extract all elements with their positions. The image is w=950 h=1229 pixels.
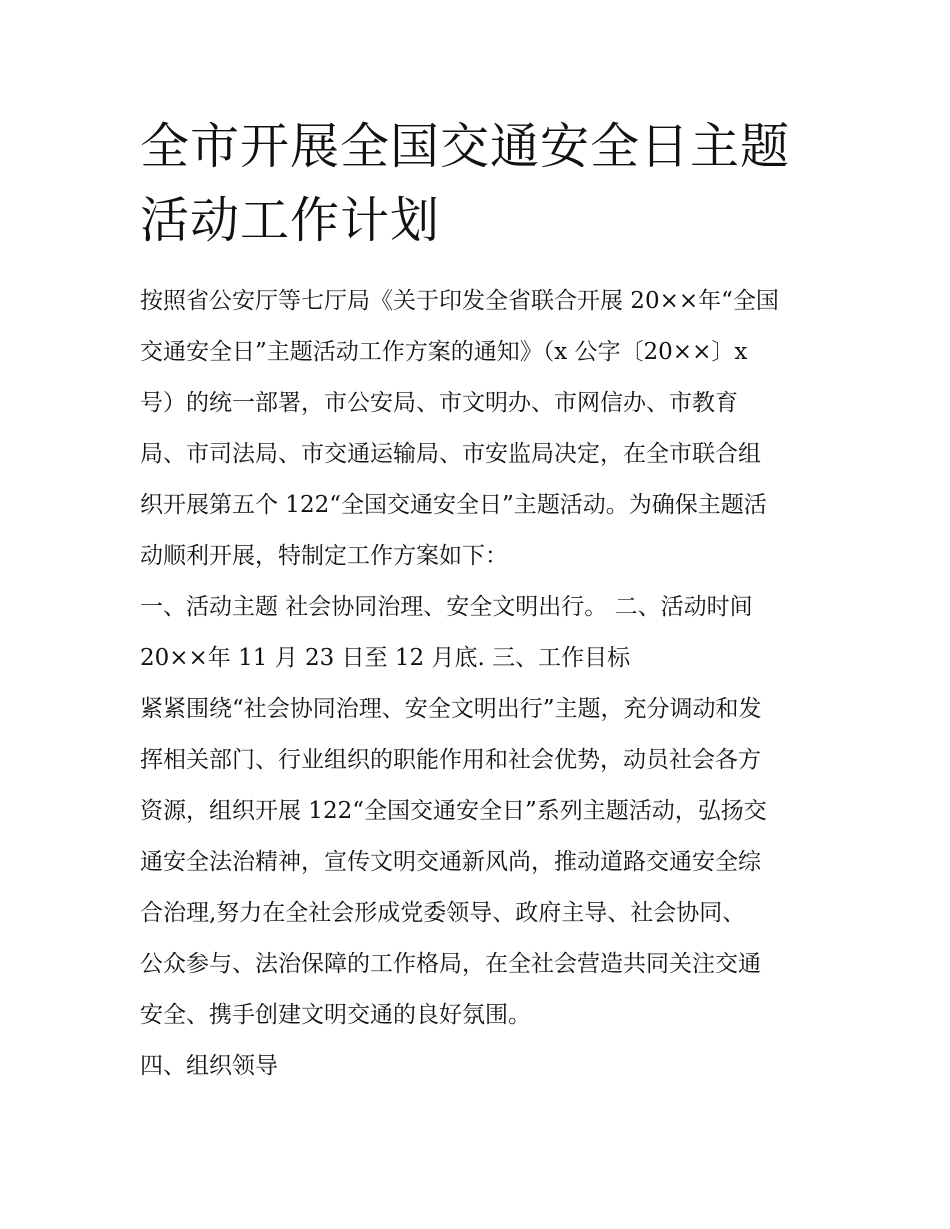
intro-line: 按照省公安厅等七厅局《关于印发全省联合开展 20××年“全国 [140,288,779,314]
goal-line: 挥相关部门、行业组织的职能作用和社会优势，动员社会各方 [140,747,761,773]
document-title [140,110,810,258]
title-line: 全市开展全国交通安全日主题 [140,118,791,175]
goal-line: 合治理,努力在全社会形成党委领导、政府主导、社会协同、 [140,900,746,926]
document-page [140,110,820,1092]
goal-line: 资源，组织开展 122“全国交通安全日”系列主题活动，弘扬交 [140,798,767,824]
section-headings-paragraph [140,582,815,684]
goal-line: 紧紧围绕“社会协同治理、安全文明出行”主题，充分调动和发 [140,696,762,722]
section-line: 一、活动主题 社会协同治理、安全文明出行。 二、活动时间 [140,594,753,620]
goal-paragraph [140,684,815,1041]
section-line: 20××年 11 月 23 日至 12 月底. 三、工作目标 [140,645,631,671]
intro-line: 交通安全日”主题活动工作方案的通知》（x 公字〔20××〕x [140,339,748,365]
section-four-heading: 四、组织领导 [140,1053,278,1079]
intro-line: 动顺利开展，特制定工作方案如下： [140,543,508,569]
section-four-heading-paragraph [140,1041,815,1092]
intro-paragraph [140,276,815,582]
goal-line: 通安全法治精神，宣传文明交通新风尚，推动道路交通安全综 [140,849,761,875]
title-line: 活动工作计划 [140,192,441,249]
goal-line: 安全、携手创建文明交通的良好氛围。 [140,1002,531,1028]
intro-line: 号）的统一部署，市公安局、市文明办、市网信办、市教育 [140,390,738,416]
intro-line: 织开展第五个 122“全国交通安全日”主题活动。为确保主题活 [140,492,767,518]
intro-line: 局、市司法局、市交通运输局、市安监局决定，在全市联合组 [140,441,761,467]
goal-line: 公众参与、法治保障的工作格局，在全社会营造共同关注交通 [140,951,761,977]
